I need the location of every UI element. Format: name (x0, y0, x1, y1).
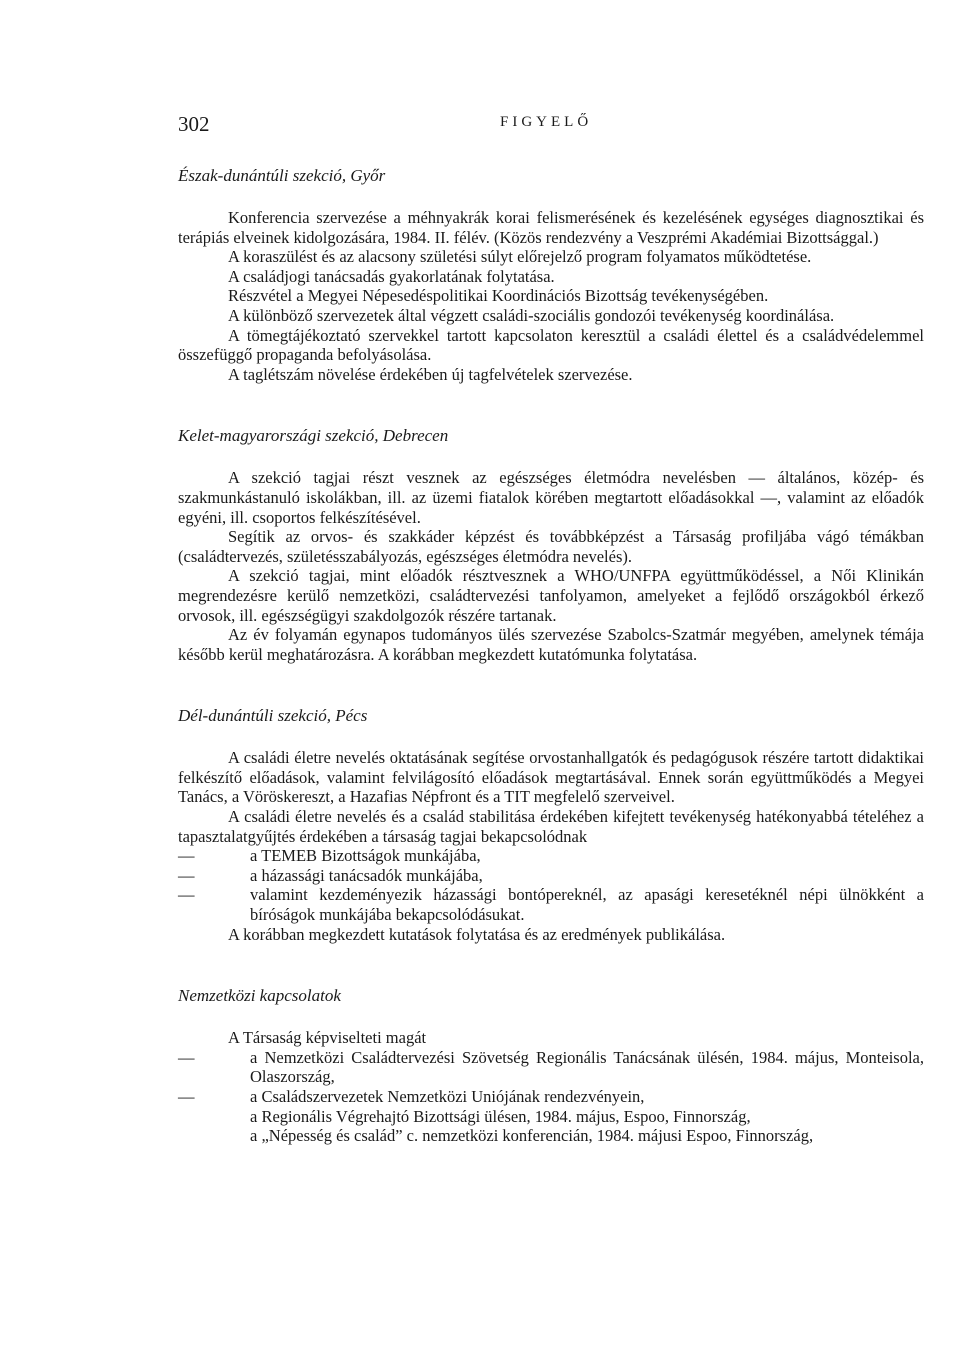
continuation-line (178, 1107, 924, 1127)
section-title: Kelet-magyarországi szekció, Debrecen (178, 426, 449, 446)
continuation-text: a Regionális Végrehajtó Bizottsági ülésen, 1984. május, Espoo, Finnország, (250, 1106, 751, 1126)
dash-marker: — (178, 846, 195, 866)
section-title: Észak-dunántúli szekció, Győr (178, 166, 386, 185)
section-kelet-magyarorszag (178, 426, 924, 664)
paragraph: A családjogi tanácsadás gyakorlatának folytatása. (228, 266, 555, 286)
dash-marker: — (178, 1047, 195, 1067)
paragraph: A koraszülést és az alacsony születési súlyt előrejelző program folyamatos működtetése. (228, 247, 812, 267)
page-header (178, 112, 924, 142)
list-item-text: valamint kezdeményezik házassági bontópereknél, az apasági keresetéknél népi ülnökként a bíróságok munkájába bekapcsolódásukat. (250, 885, 924, 925)
list-item-text: a házassági tanácsadók munkájába, (250, 865, 483, 885)
page-body (178, 166, 924, 1188)
list-item-text: a Nemzetközi Családtervezési Szövetség Regionális Tanácsának ülésén, 1984. május, Monteisola, Olaszország, (250, 1047, 924, 1087)
dash-marker: — (178, 865, 195, 885)
paragraph: Konferencia szervezése a méhnyakrák korai felismerésének és kezelésének egységes diagnosztikai és terápiás elveinek kidolgozására, 1984. II. félév. (Közös rendezvény a Veszprémi Akadémiai Bizottsággal.) (178, 208, 924, 247)
paragraph: Az év folyamán egynapos tudományos ülés szervezése Szabolcs-Szatmár megyében, amelynek témája később kerül meghatározásra. A korábban megkezdett kutatómunka folytatása. (178, 625, 924, 664)
section-del-dunantul (178, 706, 924, 944)
paragraph: A szekció tagjai részt vesznek az egészséges életmódra nevelésben — általános, közép- és szakmunkástanuló iskolákban, ill. az üzemi fiatalok körében megtartott előadásokkal —, valamint az előadók egyéni, ill. csoportos felkészítésével. (178, 468, 924, 527)
list-item-text: a Családszervezetek Nemzetközi Uniójának rendezvényein, (250, 1087, 645, 1106)
paragraph: A különböző szervezetek által végzett családi-szociális gondozói tevékenység koordinálása. (228, 305, 835, 325)
paragraph: A családi életre nevelés oktatásának segítése orvostanhallgatók és pedagógusok részére tartott didaktikai felkészítő előadások, valamint felvilágosító előadások megtartásával. Ennek során együttműködés a Megyei Tanács, a Vöröskereszt, a Hazafias Népfront és a TIT megfelelő szerveivel. (178, 748, 924, 807)
page-number: 302 (178, 112, 210, 136)
section-title: Nemzetközi kapcsolatok (178, 986, 341, 1006)
list-item-text: a TEMEB Bizottságok munkájába, (250, 846, 481, 866)
paragraph: A Társaság képviselteti magát (228, 1028, 427, 1048)
dash-marker: — (178, 1087, 195, 1106)
continuation-text: a „Népesség és család” c. nemzetközi konferencián, 1984. májusi Espoo, Finnország, (250, 1126, 814, 1146)
dash-list-item (178, 1048, 924, 1087)
paragraph: A tömegtájékoztató szervekkel tartott kapcsolaton keresztül a családi élettel és a családvédelemmel összefüggő propaganda befolyásolása. (178, 325, 924, 365)
paragraph: Részvétel a Megyei Népesedéspolitikai Koordinációs Bizottság tevékenységében. (228, 286, 769, 306)
dash-list-item (178, 1087, 924, 1107)
paragraph: Segítik az orvos- és szakkáder képzést és továbbképzést a Társaság profiljába vágó témákban (családtervezés, születésszabályozás, egészséges életmódra nevelés). (178, 527, 924, 566)
dash-list-item (178, 866, 924, 886)
paragraph: A szekció tagjai, mint előadók résztvesznek a WHO/UNFPA együttműködéssel, a Női Klinikán megrendezésre kerülő nemzetközi, családtervezési tanfolyamon, amelyeket a fejlődő országokból érkező orvosok, ill. egészségügyi szakdolgozók részére tartanak. (178, 566, 924, 625)
dash-list-item (178, 846, 924, 866)
paragraph: A családi életre nevelés és a család stabilitása érdekében kifejtett tevékenység hatékonyabbá tételéhez a tapasztalatgyűjtés érdekében a társaság tagjai bekapcsolódnak (178, 807, 924, 846)
section-title: Dél-dunántúli szekció, Pécs (178, 706, 368, 726)
paragraph: A korábban megkezdett kutatások folytatása és az eredmények publikálása. (228, 924, 726, 944)
paragraph: A taglétszám növelése érdekében új tagfelvételek szervezése. (228, 364, 633, 384)
continuation-line (178, 1126, 924, 1146)
section-nemzetkozi (178, 986, 924, 1146)
section-eszak-dunantul (178, 166, 924, 384)
running-head: FIGYELŐ (500, 114, 593, 130)
dash-marker: — (178, 885, 195, 905)
dash-list-item (178, 885, 924, 924)
